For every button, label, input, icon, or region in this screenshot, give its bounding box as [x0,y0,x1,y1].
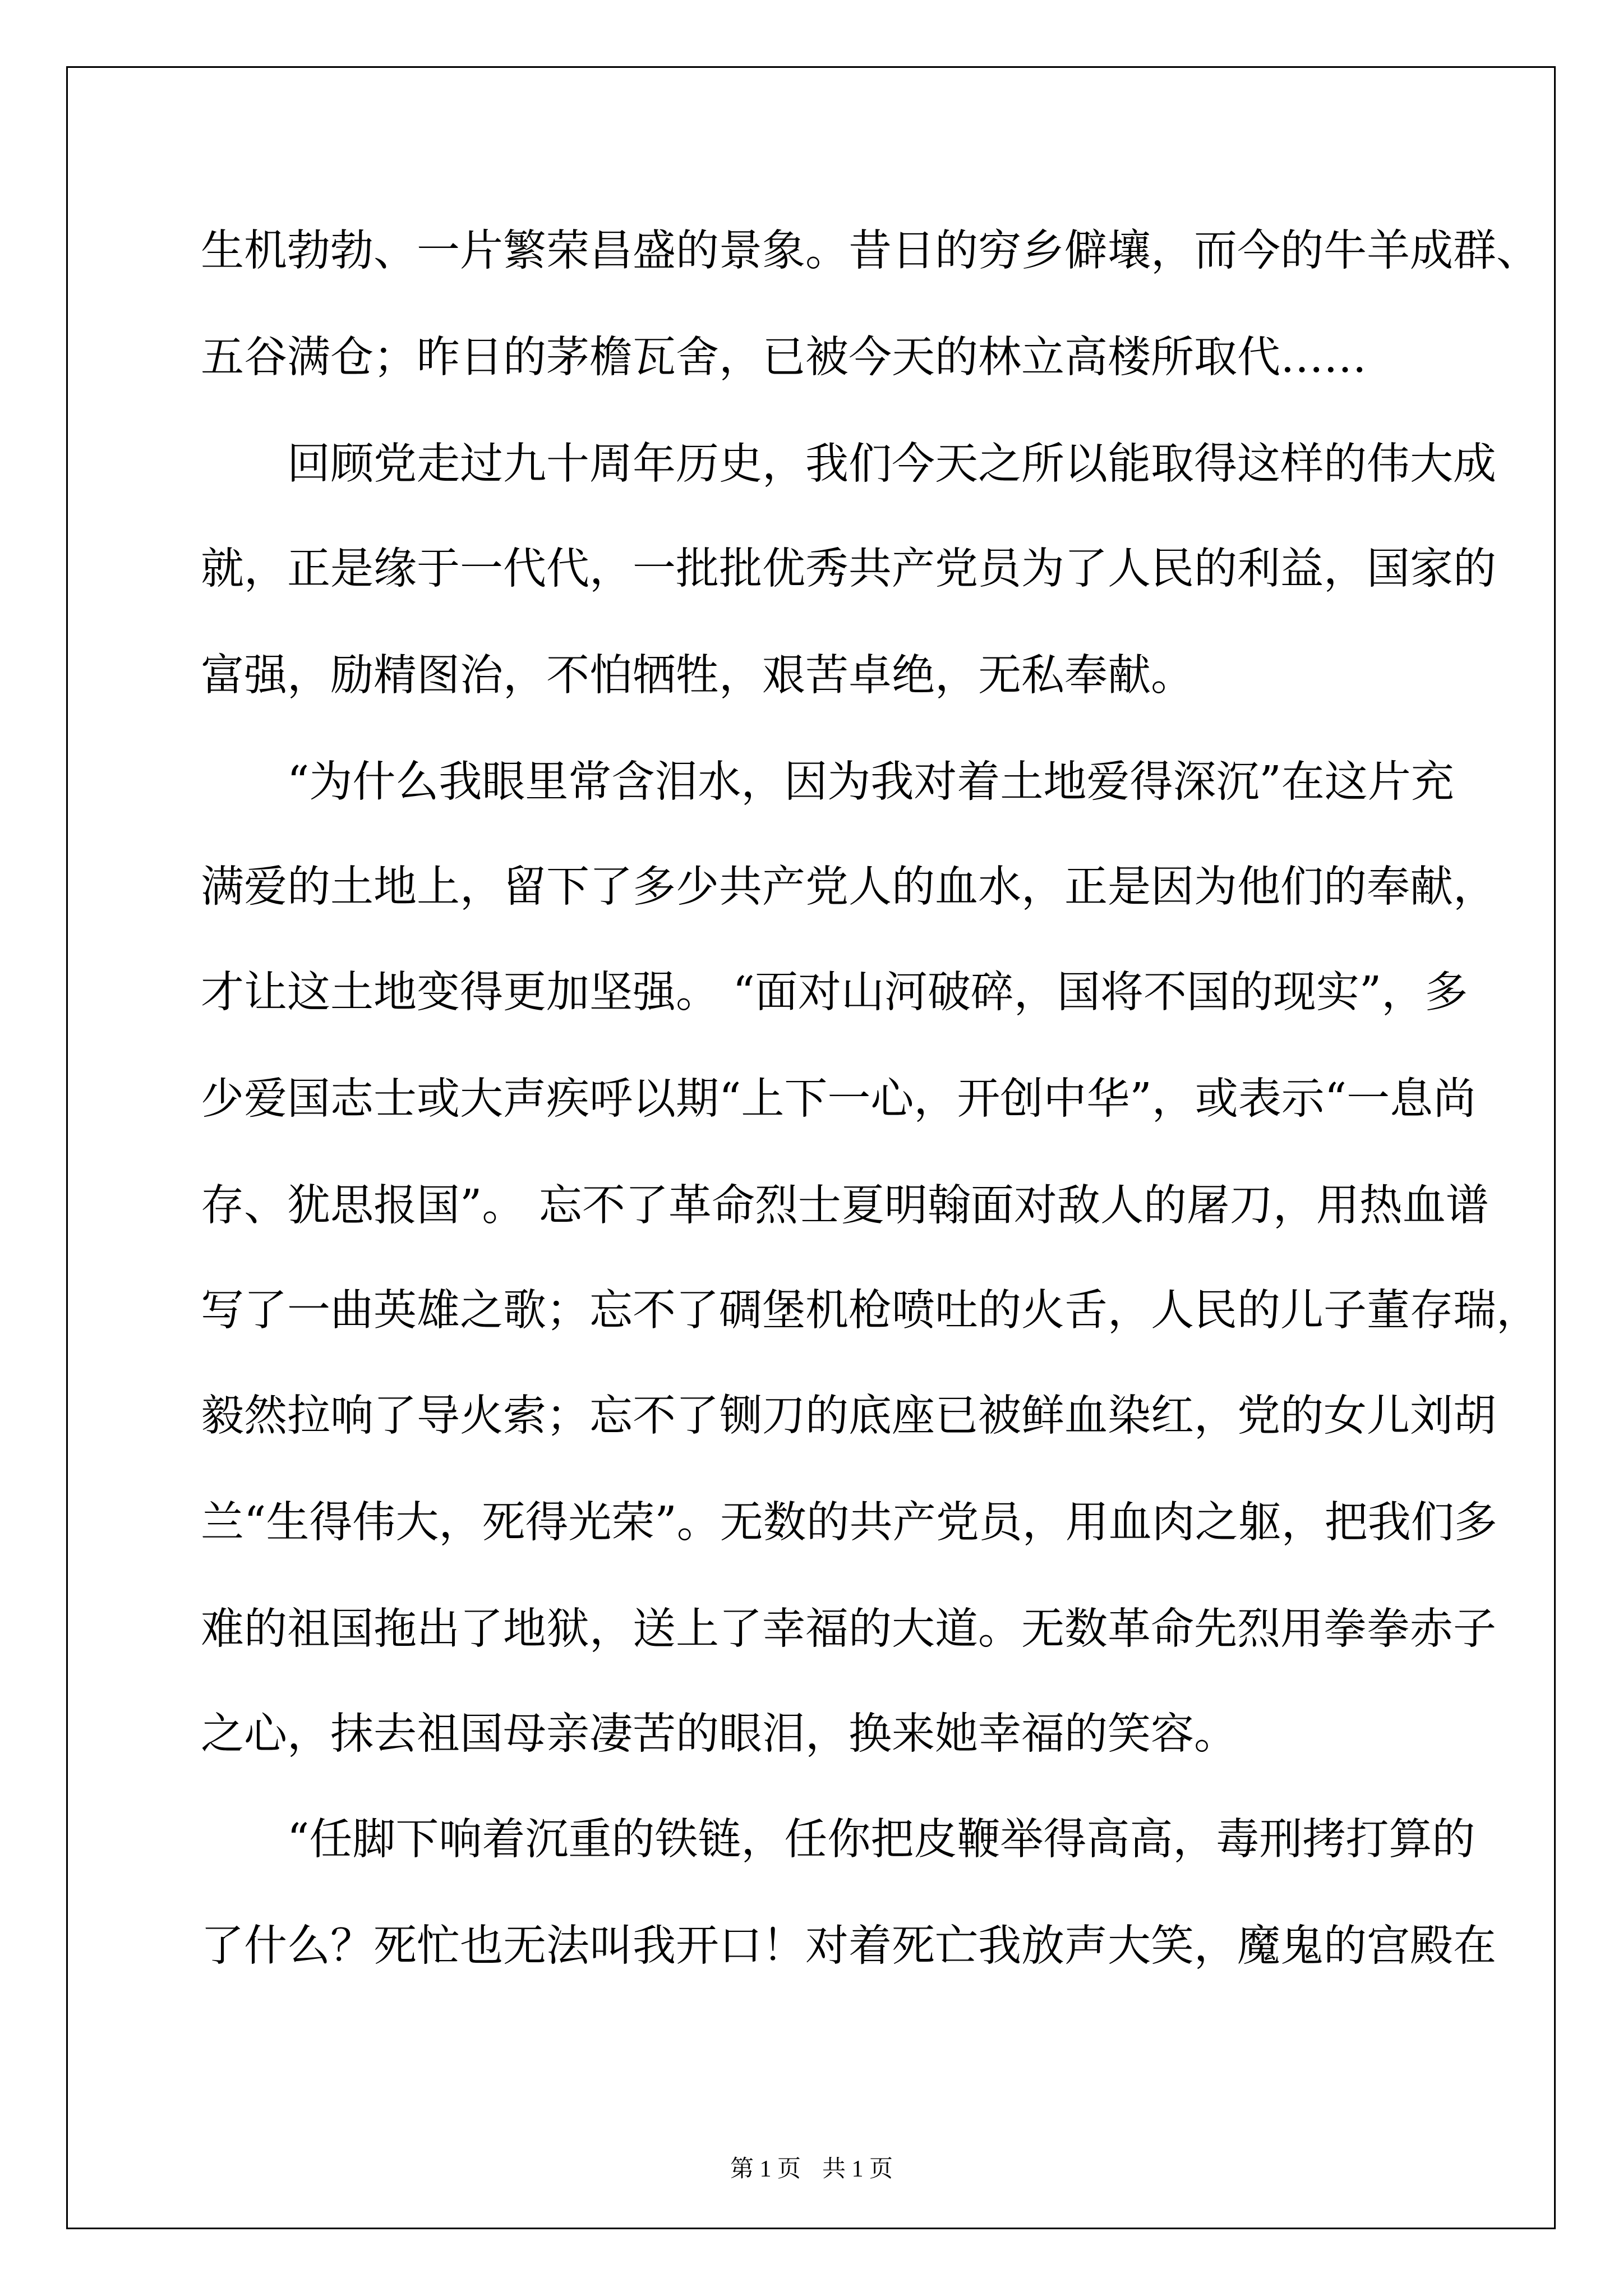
text-line-5: 富强，励精图治，不怕牺牲，艰苦卓绝，无私奉献。 [201,651,1194,701]
text-line-13: 兰“生得伟大，死得光荣”。无数的共产党员，用血肉之躯，把我们多 [201,1498,1497,1548]
page-footer [0,2155,1623,2183]
text-line-11: 写了一曲英雄之歌；忘不了碉堡机枪喷吐的火舌，人民的儿子董存瑞， [201,1286,1539,1336]
text-line-3: 回顾党走过九十周年历史，我们今天之所以能取得这样的伟大成 [201,439,1496,489]
text-line-7: 满爱的土地上，留下了多少共产党人的血水，正是因为他们的奉献， [201,862,1496,912]
text-line-17: 了什么？死忙也无法叫我开口！对着死亡我放声大笑，魔鬼的宫殿在 [201,1921,1496,1971]
text-line-10: 存、犹思报国”。 忘不了革命烈士夏明翰面对敌人的屠刀，用热血谱 [201,1181,1489,1231]
text-line-16: “任脚下响着沉重的铁链，任你把皮鞭举得高高，毒刑拷打算的 [201,1815,1476,1865]
text-line-14: 难的祖国拖出了地狱，送上了幸福的大道。无数革命先烈用拳拳赤子 [201,1604,1496,1654]
page-border [66,66,1556,2229]
text-line-2: 五谷满仓；昨日的茅檐瓦舍，已被今天的林立高楼所取代…… [201,333,1367,383]
text-line-6: “为什么我眼里常含泪水，因为我对着土地爱得深沉”在这片充 [201,757,1454,807]
text-line-4: 就，正是缘于一代代，一批批优秀共产党员为了人民的利益，国家的 [201,544,1496,594]
text-line-9: 少爱国志士或大声疾呼以期“上下一心，开创中华”，或表示“一息尚 [201,1074,1477,1124]
text-line-15: 之心，抹去祖国母亲凄苦的眼泪，换来她幸福的笑容。 [201,1709,1237,1759]
page-number: 第 1 页 [730,2156,801,2182]
page-total: 共 1 页 [822,2156,893,2182]
text-line-12: 毅然拉响了导火索；忘不了铡刀的底座已被鲜血染红，党的女儿刘胡 [201,1391,1496,1441]
text-line-8: 才让这土地变得更加坚强。 “面对山河破碎，国将不国的现实”，多 [201,968,1468,1018]
text-line-1: 生机勃勃、一片繁荣昌盛的景象。昔日的穷乡僻壤，而今的牛羊成群、 [201,226,1539,276]
